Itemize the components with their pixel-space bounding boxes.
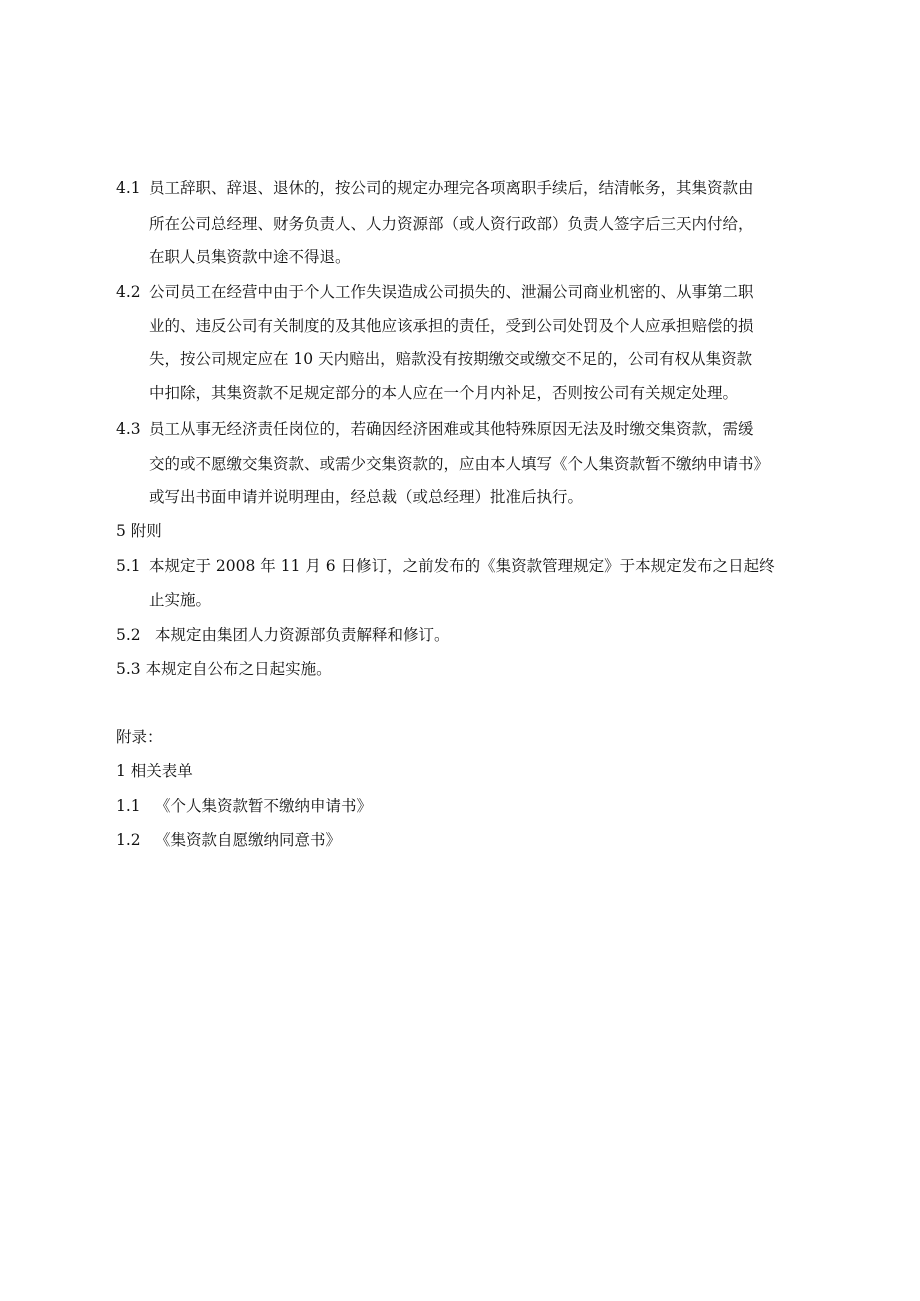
appendix-subheading: 1 相关表单 <box>116 762 193 780</box>
clause-4-3-line-2: 交的或不愿缴交集资款、或需少交集资款的，应由本人填写《个人集资款暂不缴纳申请书》 <box>149 455 770 473</box>
clause-4-1-line-3: 在职人员集资款中途不得退。 <box>149 248 351 266</box>
appendix-item-number: 1.2 <box>116 831 141 849</box>
clause-5-1-line-1: 本规定于 2008 年 11 月 6 日修订，之前发布的《集资款管理规定》于本规定发布之日起终 <box>149 557 775 575</box>
clause-5-1-line-2: 止实施。 <box>149 591 212 609</box>
clause-4-2-line-4: 中扣除，其集资款不足规定部分的本人应在一个月内补足，否则按公司有关规定处理。 <box>149 384 739 402</box>
clause-4-1-line-1: 员工辞职、辞退、退休的，按公司的规定办理完各项离职手续后，结清帐务，其集资款由 <box>149 179 754 197</box>
clause-4-3-line-3: 或写出书面申请并说明理由，经总裁（或总经理）批准后执行。 <box>149 488 584 506</box>
clause-4-2-line-1: 公司员工在经营中由于个人工作失误造成公司损失的、泄漏公司商业机密的、从事第二职 <box>149 283 754 301</box>
clause-number-4-2: 4.2 <box>116 283 141 301</box>
clause-number-5-1: 5.1 <box>116 557 141 575</box>
clause-4-2-line-3: 失，按公司规定应在 10 天内赔出，赔款没有按期缴交或缴交不足的，公司有权从集资款 <box>149 350 753 368</box>
clause-4-1-line-2: 所在公司总经理、财务负责人、人力资源部（或人资行政部）负责人签字后三天内付给， <box>149 215 754 233</box>
clause-number-4-3: 4.3 <box>116 420 141 438</box>
appendix-item-text: 《集资款自愿缴纳同意书》 <box>155 831 342 849</box>
section-5-heading: 5 附则 <box>116 522 162 540</box>
clause-5-3-text: 5.3 本规定自公布之日起实施。 <box>116 660 332 678</box>
clause-5-2-text: 本规定由集团人力资源部负责解释和修订。 <box>155 626 450 644</box>
clause-4-2-line-2: 业的、违反公司有关制度的及其他应该承担的责任，受到公司处罚及个人应承担赔偿的损 <box>149 317 754 335</box>
clause-4-3-line-1: 员工从事无经济责任岗位的，若确因经济困难或其他特殊原因无法及时缴交集资款，需缓 <box>149 420 754 438</box>
appendix-title: 附录： <box>116 728 163 746</box>
appendix-item-number: 1.1 <box>116 797 141 815</box>
clause-number-5-2: 5.2 <box>116 626 141 644</box>
appendix-item-text: 《个人集资款暂不缴纳申请书》 <box>155 797 373 815</box>
clause-number-4-1: 4.1 <box>116 179 141 197</box>
